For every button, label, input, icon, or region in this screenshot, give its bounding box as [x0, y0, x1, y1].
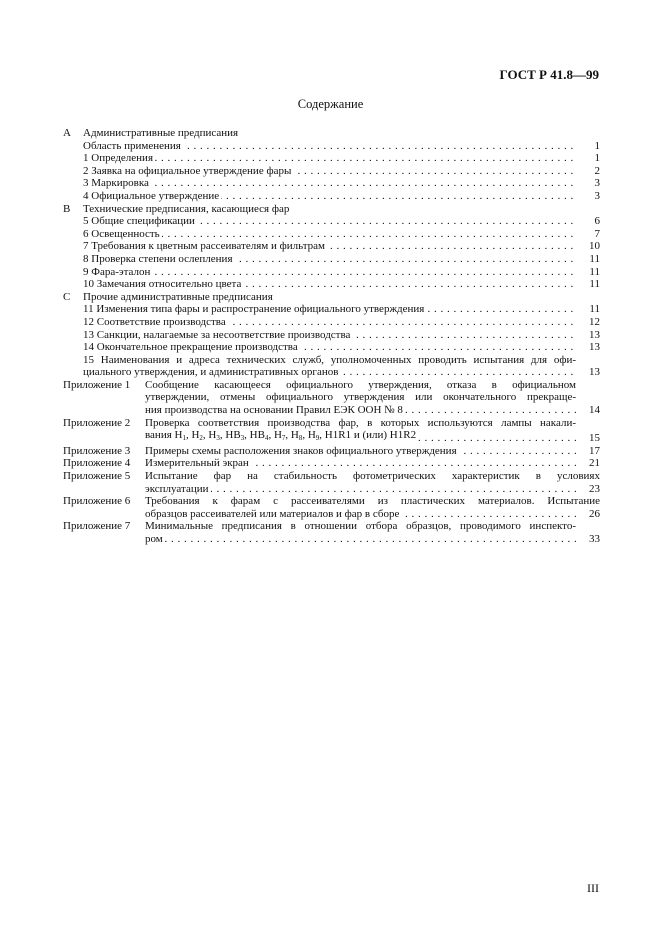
entry-text: ния производства на основании Правил ЕЭК ООН № 8	[145, 404, 403, 417]
entry-page: 13	[589, 328, 600, 341]
entry-page: 15	[589, 432, 600, 445]
appendix-text-line: Сообщение касающееся официального утверждения, отказа в официальном	[145, 378, 576, 391]
lamp-text: , H1R1 и (или) H1R2	[319, 429, 417, 442]
entry-text: образцов рассеивателей или материалов и фар в сборе	[145, 507, 400, 520]
toc-entry-12[interactable]	[63, 316, 600, 329]
appendix-3[interactable]	[63, 445, 600, 458]
section-letter: C	[63, 290, 71, 303]
section-title: Технические предписания, касающиеся фар	[83, 202, 290, 215]
lamp-text: , H	[202, 429, 217, 442]
appendix-5[interactable]	[63, 470, 600, 495]
toc-entry-3[interactable]	[63, 177, 600, 190]
entry-page: 11	[589, 252, 600, 265]
lamp-text: , H	[185, 429, 200, 442]
toc-entry-6[interactable]	[63, 228, 600, 241]
appendix-text-line: утверждении, отмены официального утверждения или окончательного прекраще-	[145, 391, 576, 404]
entry-text: 13 Санкции, налагаемые за несоответствие производства	[83, 328, 351, 341]
entry-text: 1 Определения	[83, 152, 154, 165]
section-title: Административные предписания	[83, 127, 239, 139]
page-title: Содержание	[297, 97, 364, 111]
table-of-contents	[63, 127, 600, 546]
appendix-2[interactable]	[63, 417, 600, 445]
entry-text: циального утверждения, и административных органов	[83, 366, 339, 379]
subscript: 3	[216, 434, 220, 443]
toc-entry-7[interactable]	[63, 240, 600, 253]
entry-text: 10 Замечания относительно цвета	[83, 278, 242, 291]
toc-entry-15[interactable]	[63, 354, 600, 379]
entry-page: 7	[594, 227, 600, 240]
standard-number: ГОСТ Р 41.8—99	[499, 67, 599, 82]
toc-entry-9[interactable]	[63, 266, 600, 279]
toc-entry-4[interactable]	[63, 190, 600, 203]
entry-text: 5 Общие спецификации	[83, 215, 195, 228]
entry-text: 3 Маркировка	[83, 177, 149, 190]
section-letter: B	[63, 202, 71, 215]
lamp-list	[145, 429, 418, 441]
entry-page: 1	[594, 152, 600, 165]
subscript: 9	[315, 434, 320, 443]
entry-page: 3	[594, 177, 600, 190]
appendix-4[interactable]	[63, 457, 600, 470]
appendix-text-line: Проверка соответствия производства фар, в которых используются лампы накали-	[145, 416, 576, 429]
appendix-label: Приложение 4	[63, 457, 131, 470]
appendix-1[interactable]	[63, 379, 600, 417]
appendix-label: Приложение 7	[63, 520, 131, 533]
entry-page: 13	[589, 366, 600, 379]
lamp-text: , H	[268, 429, 282, 442]
appendix-6[interactable]	[63, 495, 600, 520]
entry-page: 13	[589, 341, 600, 354]
subscript: 2	[199, 434, 203, 443]
lamp-text: , H	[285, 429, 299, 442]
subscript: 8	[298, 434, 303, 443]
entry-text: 8 Проверка степени ослепления	[83, 252, 233, 265]
appendix-label: Приложение 1	[63, 378, 131, 391]
appendix-text-line: Минимальные предписания в отношении отбора образцов, проводимого инспекто-	[145, 520, 576, 533]
section-letter: A	[63, 127, 71, 139]
entry-page: 21	[589, 457, 600, 470]
entry-page: 11	[589, 303, 600, 316]
toc-entry-13[interactable]	[63, 329, 600, 342]
entry-text: 14 Окончательное прекращение производства	[83, 341, 298, 354]
entry-page: 2	[594, 164, 600, 177]
toc-entry-scope[interactable]	[63, 140, 600, 153]
entry-page: 17	[589, 444, 600, 457]
lamp-text: , HB	[219, 429, 241, 442]
toc-entry-11[interactable]	[63, 303, 600, 316]
section-title: Прочие административные предписания	[83, 290, 273, 303]
section-b	[63, 203, 600, 216]
toc-entry-14[interactable]	[63, 341, 600, 354]
toc-entry-5[interactable]	[63, 215, 600, 228]
toc-entry-1[interactable]	[63, 152, 600, 165]
entry-text-line: 15 Наименования и адреса технических служб, уполномоченных проводить испытания для офи-	[83, 353, 576, 366]
entry-text: 6 Освещенность	[83, 227, 160, 240]
subscript: 3	[240, 434, 245, 443]
appendix-7[interactable]	[63, 520, 600, 545]
entry-page: 12	[589, 315, 600, 328]
entry-text: эксплуатации	[145, 482, 209, 495]
subscript: 7	[281, 434, 286, 443]
entry-page: 23	[589, 482, 600, 495]
entry-text: Область применения	[83, 139, 181, 152]
toc-entry-8[interactable]	[63, 253, 600, 266]
entry-page: 1	[594, 139, 600, 152]
appendix-label: Приложение 2	[63, 416, 131, 429]
entry-text: 11 Изменения типа фары и распространение официального утверждения	[83, 303, 425, 316]
appendix-label: Приложение 6	[63, 495, 131, 508]
entry-text: ром	[145, 533, 163, 545]
page-number: III	[587, 881, 599, 895]
entry-page: 14	[589, 404, 600, 417]
appendix-text-line: Испытание фар на стабильность фотометрических характеристик в условиях	[145, 470, 600, 483]
entry-text: 4 Официальное утверждение	[83, 189, 220, 202]
entry-page: 11	[589, 278, 600, 291]
entry-page: 11	[589, 265, 600, 278]
entry-text: Примеры схемы расположения знаков официального утверждения	[145, 444, 457, 457]
lamp-text: , H	[302, 429, 316, 442]
appendix-label: Приложение 3	[63, 444, 131, 457]
entry-text: 7 Требования к цветным рассеивателям и фильтрам	[83, 240, 325, 253]
toc-entry-2[interactable]	[63, 165, 600, 178]
lamp-text: вания H	[145, 429, 183, 442]
subscript: 4	[264, 434, 269, 443]
entry-text: 2 Заявка на официальное утверждение фары	[83, 164, 292, 177]
entry-text: Измерительный экран	[145, 457, 249, 470]
entry-page: 26	[589, 507, 600, 520]
entry-page: 6	[594, 215, 600, 228]
subscript: 1	[182, 434, 186, 443]
toc-entry-10[interactable]	[63, 278, 600, 291]
entry-page: 33	[589, 533, 600, 545]
entry-text: 12 Соответствие производства	[83, 315, 226, 328]
section-c	[63, 291, 600, 304]
appendix-label: Приложение 5	[63, 470, 131, 483]
entry-text: 9 Фара-эталон	[83, 265, 151, 278]
entry-page: 10	[589, 240, 600, 253]
entry-page: 3	[594, 189, 600, 202]
lamp-text: , HB	[244, 429, 265, 442]
appendix-text-line: Требования к фарам с рассеивателями из пластических материалов. Испытание	[145, 495, 600, 508]
section-a	[63, 127, 600, 140]
